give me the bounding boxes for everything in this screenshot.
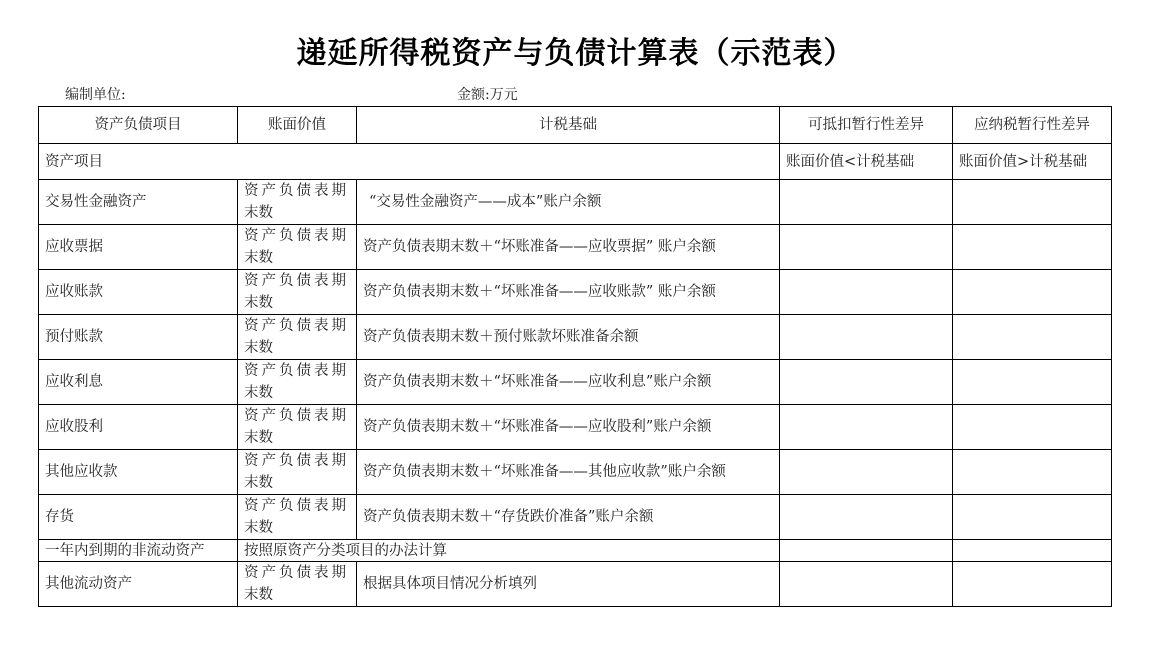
item-cell: 其他应收款 <box>39 450 238 495</box>
tax-basis-cell: 资产负债表期末数＋“坏账准备——应收股利”账户余额 <box>357 405 780 450</box>
deductible-cell[interactable] <box>780 405 953 450</box>
header-tax-basis: 计税基础 <box>357 107 780 144</box>
table-row-other-current <box>39 562 1112 607</box>
deductible-cell[interactable] <box>780 180 953 225</box>
header-item: 资产负债项目 <box>39 107 238 144</box>
taxable-cell[interactable] <box>953 180 1112 225</box>
item-cell: 预付账款 <box>39 315 238 360</box>
deductible-cell[interactable] <box>780 495 953 540</box>
book-value-cell: 资产负债表期 末数 <box>238 495 357 540</box>
page-title: 递延所得税资产与负债计算表（示范表） <box>296 36 855 71</box>
tax-basis-cell: 资产负债表期末数＋“存货跌价准备”账户余额 <box>357 495 780 540</box>
table-header-row <box>39 107 1112 144</box>
taxable-cell[interactable] <box>953 405 1112 450</box>
merged-method-cell: 按照原资产分类项目的办法计算 <box>238 540 780 562</box>
taxable-cell[interactable] <box>953 225 1112 270</box>
item-cell: 应收账款 <box>39 270 238 315</box>
taxable-rule: 账面价值>计税基础 <box>953 144 1112 180</box>
deductible-cell[interactable] <box>780 562 953 607</box>
tax-basis-cell: 资产负债表期末数＋“坏账准备——应收票据” 账户余额 <box>357 225 780 270</box>
item-cell: 其他流动资产 <box>39 562 238 607</box>
tax-basis-cell: “交易性金融资产——成本”账户余额 <box>357 180 780 225</box>
item-cell: 应收利息 <box>39 360 238 405</box>
table-row <box>39 225 1112 270</box>
taxable-cell[interactable] <box>953 540 1112 562</box>
table-row <box>39 270 1112 315</box>
deferred-tax-table <box>38 106 1112 607</box>
deductible-cell[interactable] <box>780 315 953 360</box>
taxable-cell[interactable] <box>953 495 1112 540</box>
item-cell: 存货 <box>39 495 238 540</box>
deductible-cell[interactable] <box>780 225 953 270</box>
table-row <box>39 360 1112 405</box>
book-value-cell: 资产负债表期 末数 <box>238 315 357 360</box>
item-cell: 应收票据 <box>39 225 238 270</box>
table-row <box>39 405 1112 450</box>
header-deductible-difference: 可抵扣暂行性差异 <box>780 107 953 144</box>
table-row-noncurrent <box>39 540 1112 562</box>
taxable-cell[interactable] <box>953 360 1112 405</box>
book-value-cell: 资产负债表期 末数 <box>238 405 357 450</box>
book-value-cell: 资产负债表期 末数 <box>238 225 357 270</box>
deductible-rule: 账面价值<计税基础 <box>780 144 953 180</box>
taxable-cell[interactable] <box>953 562 1112 607</box>
tax-basis-cell: 根据具体项目情况分析填列 <box>357 562 780 607</box>
deductible-cell[interactable] <box>780 270 953 315</box>
preparing-unit-label: 编制单位: <box>65 87 126 103</box>
section-row-assets <box>39 144 1112 180</box>
book-value-cell: 资产负债表期 末数 <box>238 180 357 225</box>
item-cell: 一年内到期的非流动资产 <box>39 540 238 562</box>
book-value-cell: 资产负债表期 末数 <box>238 450 357 495</box>
taxable-cell[interactable] <box>953 315 1112 360</box>
deductible-cell[interactable] <box>780 540 953 562</box>
item-cell: 应收股利 <box>39 405 238 450</box>
book-value-cell: 资产负债表期 末数 <box>238 270 357 315</box>
amount-unit-label: 金额:万元 <box>457 87 518 103</box>
book-value-cell: 资产负债表期 末数 <box>238 360 357 405</box>
table-row <box>39 180 1112 225</box>
tax-basis-cell: 资产负债表期末数＋“坏账准备——应收利息”账户余额 <box>357 360 780 405</box>
deductible-cell[interactable] <box>780 360 953 405</box>
table-row <box>39 495 1112 540</box>
section-label: 资产项目 <box>39 144 780 180</box>
taxable-cell[interactable] <box>953 270 1112 315</box>
deductible-cell[interactable] <box>780 450 953 495</box>
table-row <box>39 450 1112 495</box>
header-book-value: 账面价值 <box>238 107 357 144</box>
book-value-cell: 资产负债表期 末数 <box>238 562 357 607</box>
item-cell: 交易性金融资产 <box>39 180 238 225</box>
tax-basis-cell: 资产负债表期末数＋“坏账准备——应收账款” 账户余额 <box>357 270 780 315</box>
header-taxable-difference: 应纳税暂行性差异 <box>953 107 1112 144</box>
taxable-cell[interactable] <box>953 450 1112 495</box>
tax-basis-cell: 资产负债表期末数＋预付账款坏账准备余额 <box>357 315 780 360</box>
tax-basis-cell: 资产负债表期末数＋“坏账准备——其他应收款”账户余额 <box>357 450 780 495</box>
table-row <box>39 315 1112 360</box>
